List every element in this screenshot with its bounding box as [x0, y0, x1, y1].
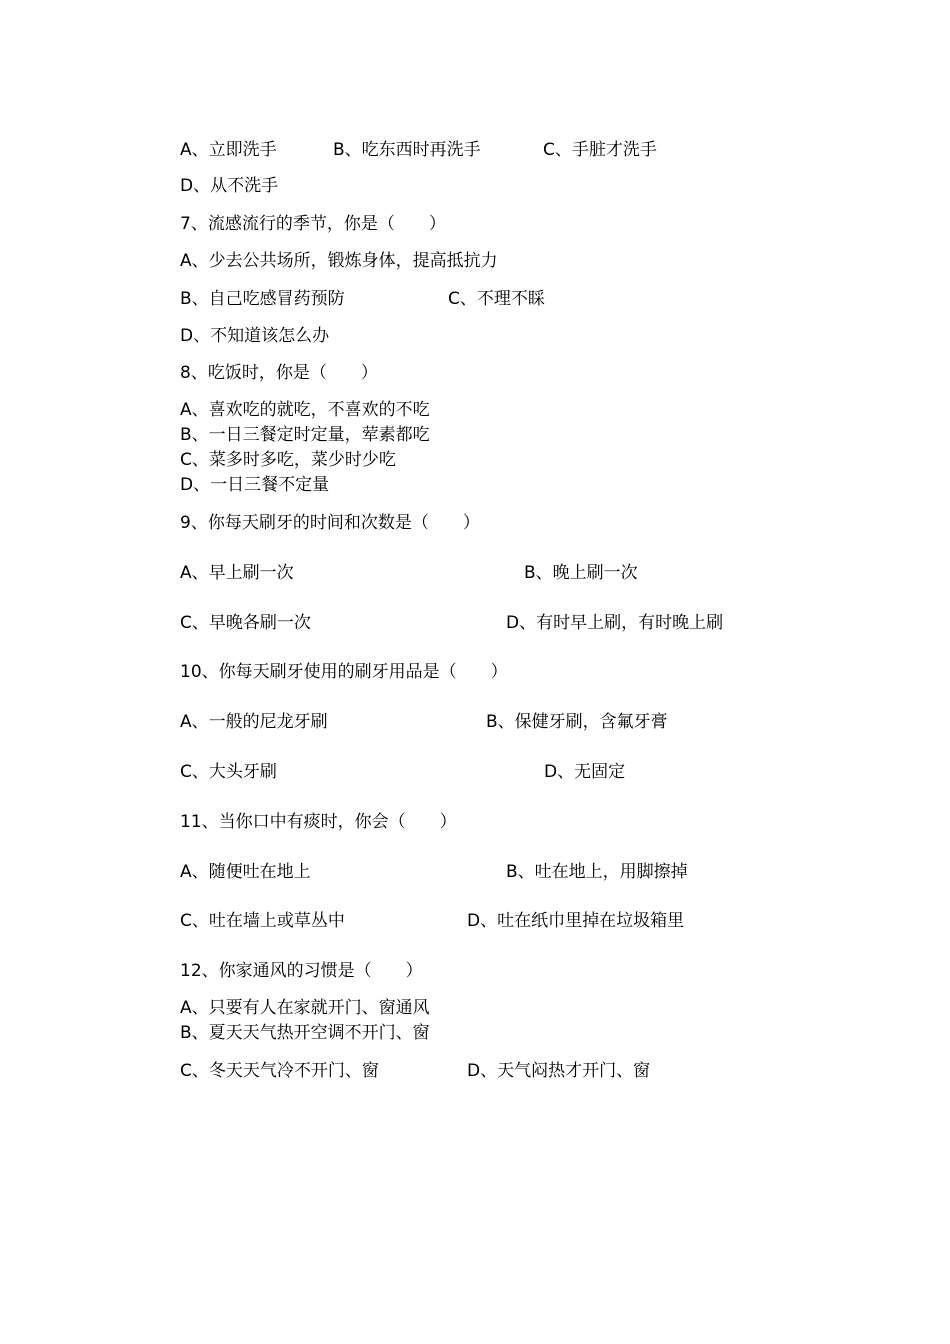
q8-option-a: A、喜欢吃的就吃，不喜欢的不吃	[180, 400, 430, 420]
q10-option-a: A、一般的尼龙牙刷	[180, 712, 328, 732]
q9-option-b: B、晚上刷一次	[524, 563, 638, 583]
q11-option-c: C、吐在墙上或草丛中	[180, 911, 345, 931]
q10-option-c: C、大头牙刷	[180, 762, 277, 782]
q11-option-a: A、随便吐在地上	[180, 862, 311, 882]
q12-option-c: C、冬天天气冷不开门、窗	[180, 1061, 379, 1081]
q7-option-b: B、自己吃感冒药预防	[180, 289, 345, 309]
q12-option-d: D、天气闷热才开门、窗	[467, 1061, 651, 1081]
q10-option-b: B、保健牙刷，含氟牙膏	[486, 712, 668, 732]
q12-stem: 12、你家通风的习惯是（ ）	[180, 961, 423, 981]
q11-option-b: B、吐在地上，用脚擦掉	[506, 862, 688, 882]
q12-option-a: A、只要有人在家就开门、窗通风	[180, 998, 430, 1018]
q7-option-d: D、不知道该怎么办	[180, 326, 330, 346]
q6-option-d: D、从不洗手	[180, 176, 279, 196]
q11-option-d: D、吐在纸巾里掉在垃圾箱里	[467, 911, 685, 931]
q6-option-c: C、手脏才洗手	[543, 140, 657, 160]
q9-option-c: C、早晚各刷一次	[180, 613, 311, 633]
q8-option-c: C、菜多时多吃，菜少时少吃	[180, 450, 396, 470]
q9-option-d: D、有时早上刷，有时晚上刷	[506, 613, 724, 633]
q9-stem: 9、你每天刷牙的时间和次数是（ ）	[180, 513, 480, 533]
q8-option-b: B、一日三餐定时定量，荤素都吃	[180, 425, 430, 445]
q7-option-a: A、少去公共场所，锻炼身体，提高抵抗力	[180, 251, 498, 271]
q6-option-a: A、立即洗手	[180, 140, 277, 160]
q12-option-b: B、夏天天气热开空调不开门、窗	[180, 1023, 430, 1043]
q8-stem: 8、吃饭时，你是（ ）	[180, 363, 378, 383]
q6-option-b: B、吃东西时再洗手	[333, 140, 481, 160]
q8-option-d: D、一日三餐不定量	[180, 475, 330, 495]
q7-option-c: C、不理不睬	[448, 289, 545, 309]
q9-option-a: A、早上刷一次	[180, 563, 294, 583]
q10-option-d: D、无固定	[544, 762, 626, 782]
q11-stem: 11、当你口中有痰时，你会（ ）	[180, 812, 457, 832]
q7-stem: 7、流感流行的季节，你是（ ）	[180, 214, 446, 234]
q10-stem: 10、你每天刷牙使用的刷牙用品是（ ）	[180, 662, 508, 682]
